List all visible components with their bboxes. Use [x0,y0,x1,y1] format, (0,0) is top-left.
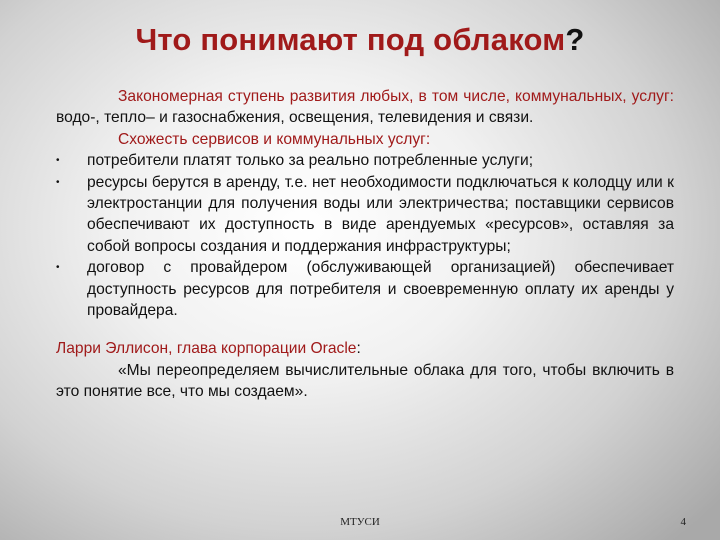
spacer [56,321,674,338]
slide-title [0,22,720,58]
quote-author-name: Ларри Эллисон, глава корпорации Oracle [56,340,357,358]
bullet-list [56,150,674,321]
similarity-heading: Схожесть сервисов и коммунальных услуг: [118,130,431,148]
intro-black-text: водо-, тепло– и газоснабжения, освещения, телевидения и связи. [56,109,534,127]
bullet-item [56,150,674,171]
bullet-item [56,257,674,321]
bullet-item [56,172,674,258]
bullet-text: потребители платят только за реально потребленные услуги; [87,152,534,170]
footer-organization: МТУСИ [340,516,380,528]
quote-author-colon: : [356,340,361,358]
slide-content [56,86,674,403]
slide-title-text: Что понимают под облаком [135,22,566,57]
bullet-icon: • [56,262,60,274]
quote-author [56,338,674,359]
intro-red-text: Закономерная ступень развития любых, в том числе, коммунальных, услуг: [118,88,674,105]
quote-text: «Мы переопределяем вычислительные облака для того, чтобы включить в это понятие все, что мы создаем». [56,361,674,401]
bullet-text: ресурсы берутся в аренду, т.е. нет необходимости подключаться к колодцу или к электростанции для получения воды или электричества; поставщики сервисов обеспечивают их доступность в виде арендуемых «ресурсов», оставляя за собой вопросы создания и поддержания инфраструктуры; [87,173,674,255]
slide-title-question-mark: ? [565,22,585,57]
bullet-icon: • [56,176,60,188]
intro-paragraph [56,86,674,129]
page-number: 4 [680,516,686,528]
bullet-icon: • [56,155,60,167]
bullet-text: договор с провайдером (обслуживающей организацией) обеспечивает доступность ресурсов для потребителя и своевременную оплату их аренды у провайдера. [87,259,674,320]
